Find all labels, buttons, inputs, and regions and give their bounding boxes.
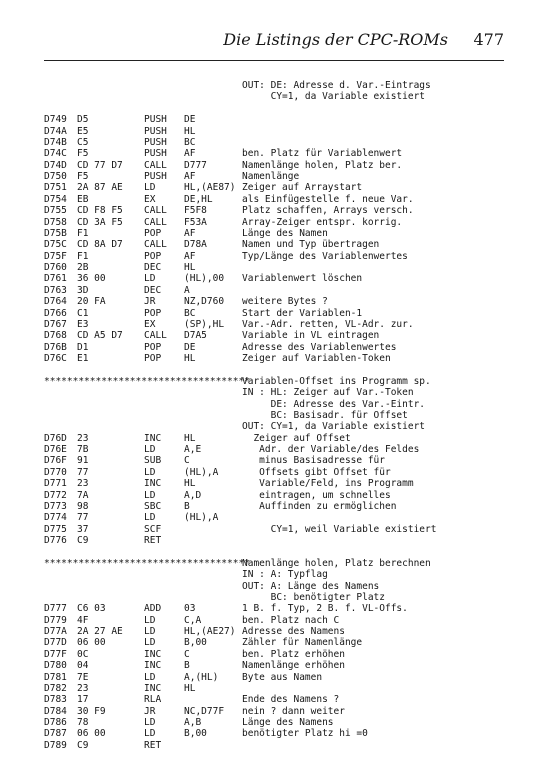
listing-address: D75C (44, 239, 67, 251)
listing-operand: A (184, 284, 190, 296)
listing-comment: Offsets gibt Offset für (242, 466, 391, 478)
listing-operand: C,A (184, 614, 202, 626)
listing-line (44, 182, 514, 193)
listing-comment: Adresse des Variablenwertes (242, 341, 397, 353)
listing-mnemonic: JR (144, 296, 156, 308)
listing-operand: D78A (184, 239, 207, 251)
listing-line (44, 114, 514, 125)
listing-operand: NC,D77F (184, 705, 225, 717)
listing-mnemonic: POP (144, 353, 162, 364)
listing-line (44, 330, 514, 341)
listing-hex-bytes: 4F (77, 614, 89, 626)
listing-address: D767 (44, 318, 67, 330)
listing-comment: Zähler für Namenlänge (242, 637, 363, 649)
listing-hex-bytes: 0C (77, 648, 89, 660)
listing-address: D789 (44, 739, 67, 751)
listing-hex-bytes: 77 (77, 466, 89, 478)
listing-operand: HL (184, 432, 196, 444)
listing-line (44, 444, 514, 455)
listing-line (44, 171, 514, 182)
section-separator: ************************************ (44, 375, 250, 387)
listing-mnemonic: LD (144, 512, 156, 524)
listing-comment: CY=1, weil Variable existiert (242, 523, 437, 535)
listing-hex-bytes: 2A 27 AE (77, 626, 123, 637)
listing-address: D76B (44, 341, 67, 353)
listing-line (44, 455, 514, 466)
listing-mnemonic: INC (144, 682, 162, 694)
listing-mnemonic: RLA (144, 694, 162, 706)
listing-line (44, 740, 514, 751)
listing-mnemonic: SBC (144, 500, 162, 512)
listing-mnemonic: CALL (144, 216, 167, 228)
listing-address: D784 (44, 705, 67, 717)
listing-mnemonic: LD (144, 182, 156, 194)
listing-comment: als Einfügestelle f. neue Var. (242, 193, 414, 205)
listing-line (44, 228, 514, 239)
listing-operand: B (184, 660, 190, 672)
listing-comment: DE: Adresse des Var.-Eintr. (242, 398, 426, 410)
listing-hex-bytes: C1 (77, 307, 89, 319)
listing-address: D777 (44, 603, 67, 615)
listing-comment: Ende des Namens ? (242, 694, 340, 706)
listing-mnemonic: LD (144, 717, 156, 728)
listing-comment: Adr. der Variable/des Feldes (242, 444, 420, 455)
listing-operand: DE (184, 341, 196, 353)
listing-operand: B,00 (184, 728, 207, 740)
listing-hex-bytes: F1 (77, 250, 89, 262)
listing-comment: Variablen-Offset ins Programm sp. (242, 375, 431, 387)
listing-hex-bytes: 2A 87 AE (77, 182, 123, 194)
listing-address: D760 (44, 262, 67, 273)
listing-operand: (HL),A (184, 466, 219, 478)
listing-comment: Namenlänge holen, Platz ber. (242, 159, 403, 171)
listing-address: D761 (44, 273, 67, 285)
listing-comment: ben. Platz nach C (242, 614, 340, 626)
listing-address: D750 (44, 171, 67, 182)
listing-hex-bytes: 30 F9 (77, 705, 106, 717)
section-separator: ************************************ (44, 557, 250, 569)
listing-operand: AF (184, 171, 196, 182)
listing-address: D786 (44, 717, 67, 728)
listing-comment: Adresse des Namens (242, 626, 345, 637)
listing-hex-bytes: 77 (77, 512, 89, 524)
listing-comment: Länge des Namens (242, 717, 334, 728)
listing-address: D75F (44, 250, 67, 262)
listing-line (44, 262, 514, 273)
listing-mnemonic: POP (144, 307, 162, 319)
listing-line (44, 672, 514, 683)
listing-hex-bytes: F5 (77, 148, 89, 160)
listing-address: D780 (44, 660, 67, 672)
listing-hex-bytes: C5 (77, 136, 89, 148)
listing-hex-bytes: 98 (77, 500, 89, 512)
listing-comment: OUT: A: Länge des Namens (242, 580, 380, 592)
listing-line (44, 490, 514, 501)
listing-line (44, 91, 514, 102)
listing-comment: Platz schaffen, Arrays versch. (242, 205, 414, 217)
listing-line (44, 194, 514, 205)
listing-comment: Zeiger auf Variablen-Token (242, 353, 391, 364)
listing-line (44, 103, 514, 114)
listing-operand: C (184, 648, 190, 660)
listing-line (44, 592, 514, 603)
listing-comment: Länge des Namen (242, 227, 328, 239)
listing-line (44, 512, 514, 523)
listing-comment: Var.-Adr. retten, VL-Adr. zur. (242, 318, 414, 330)
listing-address: D763 (44, 284, 67, 296)
listing-mnemonic: CALL (144, 239, 167, 251)
listing-mnemonic: INC (144, 432, 162, 444)
listing-comment: Variable/Feld, ins Programm (242, 478, 414, 490)
listing-mnemonic: LD (144, 637, 156, 649)
listing-comment: BC: benötigter Platz (242, 591, 385, 603)
listing-comment: weitere Bytes ? (242, 296, 328, 308)
listing-operand: (SP),HL (184, 318, 225, 330)
listing-mnemonic: SCF (144, 523, 162, 535)
listing-operand: C (184, 455, 190, 467)
listing-hex-bytes: C9 (77, 739, 89, 751)
listing-mnemonic: SUB (144, 455, 162, 467)
listing-hex-bytes: 37 (77, 523, 89, 535)
listing-mnemonic: JR (144, 705, 156, 717)
listing-address: D773 (44, 500, 67, 512)
listing-operand: F53A (184, 216, 207, 228)
listing-operand: D777 (184, 159, 207, 171)
listing-hex-bytes: 2B (77, 262, 89, 273)
listing-address: D779 (44, 614, 67, 626)
listing-hex-bytes: 23 (77, 478, 89, 490)
listing-line (44, 410, 514, 421)
listing-comment: Variablenwert löschen (242, 273, 363, 285)
listing-mnemonic: CALL (144, 330, 167, 342)
listing-mnemonic: LD (144, 444, 156, 455)
listing-address: D77D (44, 637, 67, 649)
listing-address: D770 (44, 466, 67, 478)
listing-hex-bytes: D1 (77, 341, 89, 353)
listing-line (44, 717, 514, 728)
listing-operand: BC (184, 136, 196, 148)
listing-hex-bytes: 23 (77, 432, 89, 444)
listing-line (44, 137, 514, 148)
listing-mnemonic: EX (144, 318, 156, 330)
listing-line (44, 558, 514, 569)
listing-comment: OUT: DE: Adresse d. Var.-Eintrags (242, 80, 431, 91)
listing-address: D76C (44, 353, 67, 364)
listing-comment: benötigter Platz hi =0 (242, 728, 368, 740)
listing-hex-bytes: 06 00 (77, 637, 106, 649)
listing-operand: HL (184, 682, 196, 694)
listing-hex-bytes: 17 (77, 694, 89, 706)
listing-address: D74A (44, 125, 67, 137)
listing-hex-bytes: 91 (77, 455, 89, 467)
listing-comment: Auffinden zu ermöglichen (242, 500, 397, 512)
listing-line (44, 478, 514, 489)
listing-comment: eintragen, um schnelles (242, 489, 391, 501)
listing-address: D755 (44, 205, 67, 217)
listing-mnemonic: PUSH (144, 114, 167, 126)
page-header (0, 30, 504, 54)
listing-operand: AF (184, 250, 196, 262)
listing-comment: Zeiger auf Offset (242, 432, 351, 444)
listing-hex-bytes: CD F8 F5 (77, 205, 123, 217)
listing-mnemonic: PUSH (144, 171, 167, 182)
listing-line (44, 342, 514, 353)
listing-address: D77F (44, 648, 67, 660)
listing-operand: AF (184, 227, 196, 239)
listing-hex-bytes: D5 (77, 114, 89, 126)
listing-line (44, 148, 514, 159)
listing-line (44, 387, 514, 398)
listing-line (44, 296, 514, 307)
listing-hex-bytes: EB (77, 193, 89, 205)
listing-hex-bytes: E5 (77, 125, 89, 137)
listing-mnemonic: LD (144, 489, 156, 501)
listing-mnemonic: RET (144, 739, 162, 751)
listing-line (44, 160, 514, 171)
listing-comment: IN : A: Typflag (242, 569, 328, 581)
listing-line (44, 285, 514, 296)
listing-operand: F5F8 (184, 205, 207, 217)
listing-mnemonic: DEC (144, 284, 162, 296)
listing-line (44, 433, 514, 444)
listing-line (44, 126, 514, 137)
listing-operand: (HL),A (184, 512, 219, 524)
listing-line (44, 535, 514, 546)
listing-line (44, 524, 514, 535)
header-rule (44, 60, 504, 61)
listing-line (44, 308, 514, 319)
listing-mnemonic: ADD (144, 603, 162, 615)
listing-comment: Typ/Länge des Variablenwertes (242, 250, 408, 262)
listing-mnemonic: POP (144, 227, 162, 239)
listing-hex-bytes: F5 (77, 171, 89, 182)
listing-hex-bytes: CD 3A F5 (77, 216, 123, 228)
listing-mnemonic: PUSH (144, 148, 167, 160)
listing-mnemonic: LD (144, 671, 156, 683)
listing-address: D775 (44, 523, 67, 535)
listing-mnemonic: PUSH (144, 125, 167, 137)
listing-line (44, 603, 514, 614)
listing-mnemonic: DEC (144, 262, 162, 273)
listing-comment: BC: Basisadr. für Offset (242, 409, 408, 421)
listing-comment: Namenlänge holen, Platz berechnen (242, 557, 431, 569)
listing-comment: nein ? dann weiter (242, 705, 345, 717)
listing-address: D75B (44, 227, 67, 239)
listing-operand: NZ,D760 (184, 296, 225, 308)
listing-mnemonic: CALL (144, 205, 167, 217)
listing-hex-bytes: 04 (77, 660, 89, 672)
page-number: 477 (473, 30, 504, 49)
listing-operand: B,00 (184, 637, 207, 649)
listing-line (44, 421, 514, 432)
listing-hex-bytes: 7B (77, 444, 89, 455)
listing-comment: Zeiger auf Arraystart (242, 182, 363, 194)
listing-operand: DE (184, 114, 196, 126)
listing-address: D749 (44, 114, 67, 126)
listing-hex-bytes: 36 00 (77, 273, 106, 285)
listing-comment: minus Basisadresse für (242, 455, 385, 467)
listing-line (44, 273, 514, 284)
listing-operand: DE,HL (184, 193, 213, 205)
listing-mnemonic: PUSH (144, 136, 167, 148)
listing-line (44, 376, 514, 387)
listing-mnemonic: POP (144, 341, 162, 353)
listing-hex-bytes: 78 (77, 717, 89, 728)
listing-operand: A,D (184, 489, 202, 501)
listing-line (44, 364, 514, 375)
listing-address: D768 (44, 330, 67, 342)
listing-comment: Namen und Typ übertragen (242, 239, 380, 251)
listing-comment: ben. Platz erhöhen (242, 648, 345, 660)
listing-operand: HL (184, 478, 196, 490)
listing-mnemonic: INC (144, 660, 162, 672)
listing-address: D74C (44, 148, 67, 160)
running-title: Die Listings der CPC-ROMs (223, 30, 448, 49)
listing-operand: HL,(AE87) (184, 182, 236, 194)
listing-mnemonic: INC (144, 478, 162, 490)
listing-operand: A,E (184, 444, 202, 455)
listing-comment: IN : HL: Zeiger auf Var.-Token (242, 387, 414, 399)
listing-mnemonic: LD (144, 614, 156, 626)
listing-line (44, 581, 514, 592)
listing-hex-bytes: 7A (77, 489, 89, 501)
listing-operand: D7A5 (184, 330, 207, 342)
listing-hex-bytes: C9 (77, 535, 89, 546)
listing-address: D774 (44, 512, 67, 524)
listing-line (44, 660, 514, 671)
listing-operand: HL,(AE27) (184, 626, 236, 637)
listing-address: D74B (44, 136, 67, 148)
listing-comment: 1 B. f. Typ, 2 B. f. VL-Offs. (242, 603, 408, 615)
listing-address: D771 (44, 478, 67, 490)
listing-comment: Byte aus Namen (242, 671, 323, 683)
listing-operand: A,B (184, 717, 202, 728)
listing-address: D76E (44, 444, 67, 455)
listing-mnemonic: LD (144, 466, 156, 478)
listing-hex-bytes: CD 77 D7 (77, 159, 123, 171)
listing-operand: HL (184, 262, 196, 273)
listing-line (44, 649, 514, 660)
listing-address: D772 (44, 489, 67, 501)
listing-line (44, 706, 514, 717)
listing-address: D751 (44, 182, 67, 194)
listing-operand: AF (184, 148, 196, 160)
listing-hex-bytes: E3 (77, 318, 89, 330)
listing-address: D766 (44, 307, 67, 319)
listing-hex-bytes: CD A5 D7 (77, 330, 123, 342)
listing-hex-bytes: 7E (77, 671, 89, 683)
listing-hex-bytes: 06 00 (77, 728, 106, 740)
listing-address: D787 (44, 728, 67, 740)
listing-address: D76F (44, 455, 67, 467)
listing-line (44, 637, 514, 648)
listing-address: D76D (44, 432, 67, 444)
listing-operand: BC (184, 307, 196, 319)
assembly-listing (44, 80, 514, 751)
listing-address: D776 (44, 535, 67, 546)
listing-comment: Variable in VL eintragen (242, 330, 380, 342)
listing-address: D77A (44, 626, 67, 637)
listing-hex-bytes: F1 (77, 227, 89, 239)
listing-address: D758 (44, 216, 67, 228)
listing-operand: 03 (184, 603, 196, 615)
listing-line (44, 205, 514, 216)
listing-line (44, 546, 514, 557)
listing-mnemonic: LD (144, 626, 156, 637)
listing-line (44, 353, 514, 364)
listing-line (44, 501, 514, 512)
listing-hex-bytes: C6 03 (77, 603, 106, 615)
listing-operand: A,(HL) (184, 671, 219, 683)
listing-address: D74D (44, 159, 67, 171)
listing-line (44, 728, 514, 739)
listing-operand: B (184, 500, 190, 512)
listing-mnemonic: CALL (144, 159, 167, 171)
listing-comment: Start der Variablen-1 (242, 307, 363, 319)
listing-comment: CY=1, da Variable existiert (242, 91, 426, 103)
listing-operand: (HL),00 (184, 273, 225, 285)
listing-line (44, 239, 514, 250)
listing-line (44, 217, 514, 228)
listing-address: D781 (44, 671, 67, 683)
listing-hex-bytes: 23 (77, 682, 89, 694)
listing-mnemonic: POP (144, 250, 162, 262)
listing-hex-bytes: 3D (77, 284, 89, 296)
listing-comment: Namenlänge erhöhen (242, 660, 345, 672)
listing-mnemonic: RET (144, 535, 162, 546)
listing-line (44, 569, 514, 580)
listing-address: D782 (44, 682, 67, 694)
listing-line (44, 319, 514, 330)
listing-comment: OUT: CY=1, da Variable existiert (242, 421, 426, 433)
listing-line (44, 399, 514, 410)
listing-comment: ben. Platz für Variablenwert (242, 148, 403, 160)
listing-line (44, 694, 514, 705)
listing-hex-bytes: CD 8A D7 (77, 239, 123, 251)
listing-line (44, 80, 514, 91)
listing-operand: HL (184, 125, 196, 137)
listing-address: D783 (44, 694, 67, 706)
listing-comment: Array-Zeiger entspr. korrig. (242, 216, 403, 228)
listing-line (44, 626, 514, 637)
listing-line (44, 683, 514, 694)
listing-line (44, 251, 514, 262)
listing-address: D754 (44, 193, 67, 205)
listing-mnemonic: EX (144, 193, 156, 205)
listing-comment: Namenlänge (242, 171, 300, 182)
listing-operand: HL (184, 353, 196, 364)
listing-mnemonic: INC (144, 648, 162, 660)
listing-line (44, 467, 514, 478)
listing-address: D764 (44, 296, 67, 308)
listing-hex-bytes: 20 FA (77, 296, 106, 308)
listing-mnemonic: LD (144, 728, 156, 740)
listing-mnemonic: LD (144, 273, 156, 285)
listing-line (44, 615, 514, 626)
listing-hex-bytes: E1 (77, 353, 89, 364)
